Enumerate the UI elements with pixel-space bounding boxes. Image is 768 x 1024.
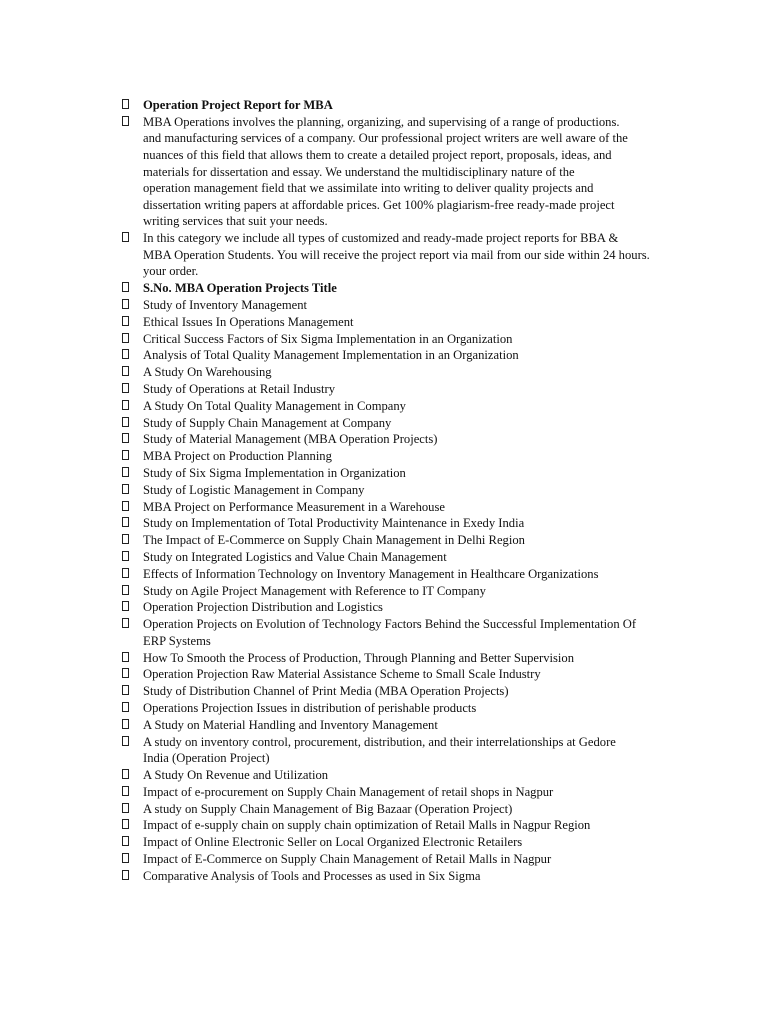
list-item-text: The Impact of E-Commerce on Supply Chain Management in Delhi Region [143,533,525,548]
list-item-text: operation management field that we assimilate into writing to deliver quality projects and [143,181,594,196]
heading-text: Operation Project Report for MBA [143,98,333,112]
list-item [122,381,682,398]
bullet-box-icon [122,736,129,746]
list-item [122,700,682,717]
list-item [122,515,682,532]
list-item-text: Critical Success Factors of Six Sigma Implementation in an Organization [143,331,513,346]
list-item-text: A study on Supply Chain Management of Big Bazaar (Operation Project) [143,801,513,816]
bullet-box-icon [122,819,129,829]
list-item [122,114,682,230]
list-item-text: Impact of E-Commerce on Supply Chain Management of Retail Malls in Nagpur [143,852,552,866]
list-item-text: India (Operation Project) [143,751,270,766]
list-item [122,331,682,348]
bullet-box-icon [122,467,129,477]
bullet-box-icon [122,383,129,393]
list-item-text: Study of Material Management (MBA Operation Projects) [143,432,438,447]
list-item [122,398,682,415]
list-item-text: Analysis of Total Quality Management Implementation in an Organization [143,348,519,363]
bullet-box-icon [122,870,129,880]
bullet-box-icon [122,99,129,109]
list-item [122,448,682,465]
bullet-box-icon [122,702,129,712]
bullet-box-icon [122,333,129,343]
bullet-box-icon [122,366,129,376]
list-item-text: and manufacturing services of a company. Our professional project writers are well aware of the [143,131,628,146]
list-item-text: Impact of Online Electronic Seller on Local Organized Electronic Retailers [143,835,523,850]
bullet-box-icon [122,417,129,427]
list-item-text: A Study on Material Handling and Inventory Management [143,717,438,732]
list-item [122,499,682,516]
bullet-box-icon [122,853,129,863]
bullet-box-icon [122,568,129,578]
list-item [122,784,682,801]
list-item-text: Comparative Analysis of Tools and Processes as used in Six Sigma [143,868,481,883]
list-item-text: A Study On Total Quality Management in Company [143,398,406,413]
bullet-box-icon [122,349,129,359]
list-item-text: In this category we include all types of customized and ready-made project reports for BBA & [143,231,619,246]
bullet-box-icon [122,534,129,544]
bullet-box-icon [122,685,129,695]
list-item-text: Study on Agile Project Management with Reference to IT Company [143,583,486,598]
list-item [122,801,682,818]
bullet-box-icon [122,400,129,410]
list-item-text: ERP Systems [143,633,211,648]
list-item [122,364,682,381]
bullet-box-icon [122,501,129,511]
list-item [122,532,682,549]
list-item-text: Study of Distribution Channel of Print Media (MBA Operation Projects) [143,684,509,699]
list-item [122,817,682,834]
bullet-box-icon [122,299,129,309]
list-item [122,868,682,885]
list-item-text: Study of Operations at Retail Industry [143,382,336,396]
list-item-text: A Study On Warehousing [143,365,272,380]
list-item-text: Operation Projects on Evolution of Technology Factors Behind the Successful Implementation Of [143,617,637,632]
list-item [122,465,682,482]
list-item [122,482,682,499]
list-item [122,297,682,314]
bullet-box-icon [122,116,129,126]
bullet-box-icon [122,551,129,561]
list-item-text: Operation Projection Raw Material Assistance Scheme to Small Scale Industry [143,667,541,682]
bullet-box-icon [122,316,129,326]
list-item [122,851,682,868]
bullet-box-icon [122,836,129,846]
list-item-text: Study of Supply Chain Management at Company [143,415,392,430]
list-item [122,717,682,734]
list-item [122,650,682,667]
list-item-text: A study on inventory control, procurement, distribution, and their interrelationships at Gedore [143,734,616,749]
bullet-box-icon [122,652,129,662]
list-item [122,431,682,448]
list-item-text: Study of Inventory Management [143,298,308,312]
list-item-text: Study on Integrated Logistics and Value Chain Management [143,550,447,564]
list-item-text: MBA Project on Production Planning [143,449,332,464]
list-item [122,583,682,600]
list-item [122,415,682,432]
bullet-box-icon [122,433,129,443]
list-item [122,599,682,616]
list-item-text: nuances of this field that allows them to create a detailed project report, proposals, ideas, and [143,147,612,162]
list-item [122,549,682,566]
list-item-text: Operations Projection Issues in distribution of perishable products [143,701,477,715]
bullet-box-icon [122,517,129,527]
list-item-text: Impact of e-procurement on Supply Chain Management of retail shops in Nagpur [143,784,554,799]
list-item-text: writing services that suit your needs. [143,214,328,229]
bullet-box-icon [122,618,129,628]
list-item [122,97,682,114]
list-item-text: dissertation writing papers at affordable prices. Get 100% plagiarism-free ready-made project [143,197,615,212]
bullet-box-icon [122,719,129,729]
list-item [122,566,682,583]
bullet-box-icon [122,484,129,494]
list-item [122,314,682,331]
bullet-box-icon [122,450,129,460]
list-item-text: MBA Project on Performance Measurement in a Warehouse [143,499,445,514]
list-item [122,683,682,700]
bullet-box-icon [122,232,129,242]
list-item-text: Impact of e-supply chain on supply chain optimization of Retail Malls in Nagpur Region [143,818,591,833]
list-item-text: Study on Implementation of Total Productivity Maintenance in Exedy India [143,516,525,531]
list-item-text: MBA Operations involves the planning, organizing, and supervising of a range of productions. [143,114,620,129]
list-item [122,834,682,851]
list-item-text: Study of Six Sigma Implementation in Organization [143,466,406,480]
bullet-box-icon [122,786,129,796]
list-item [122,616,682,649]
bullet-box-icon [122,282,129,292]
list-item [122,767,682,784]
list-item-text: How To Smooth the Process of Production, Through Planning and Better Supervision [143,650,575,665]
list-item-text: materials for dissertation and essay. We understand the multidisciplinary nature of the [143,164,575,179]
bullet-box-icon [122,601,129,611]
list-item-text: Operation Projection Distribution and Logistics [143,600,383,615]
heading-text: S.No. MBA Operation Projects Title [143,281,337,296]
list-item-text: Effects of Information Technology on Inventory Management in Healthcare Organizations [143,566,599,581]
list-item-text: MBA Operation Students. You will receive the project report via mail from our side within 24 hours. [143,247,650,262]
list-item [122,280,682,297]
list-item-text: Study of Logistic Management in Company [143,482,365,497]
list-item [122,230,682,280]
bullet-box-icon [122,585,129,595]
list-item-text: Ethical Issues In Operations Management [143,314,354,329]
list-item-text: your order. [143,264,199,279]
bullet-box-icon [122,668,129,678]
list-item [122,347,682,364]
bullet-box-icon [122,803,129,813]
list-item [122,666,682,683]
list-item-text: A Study On Revenue and Utilization [143,768,329,782]
list-item [122,734,682,767]
bullet-box-icon [122,769,129,779]
